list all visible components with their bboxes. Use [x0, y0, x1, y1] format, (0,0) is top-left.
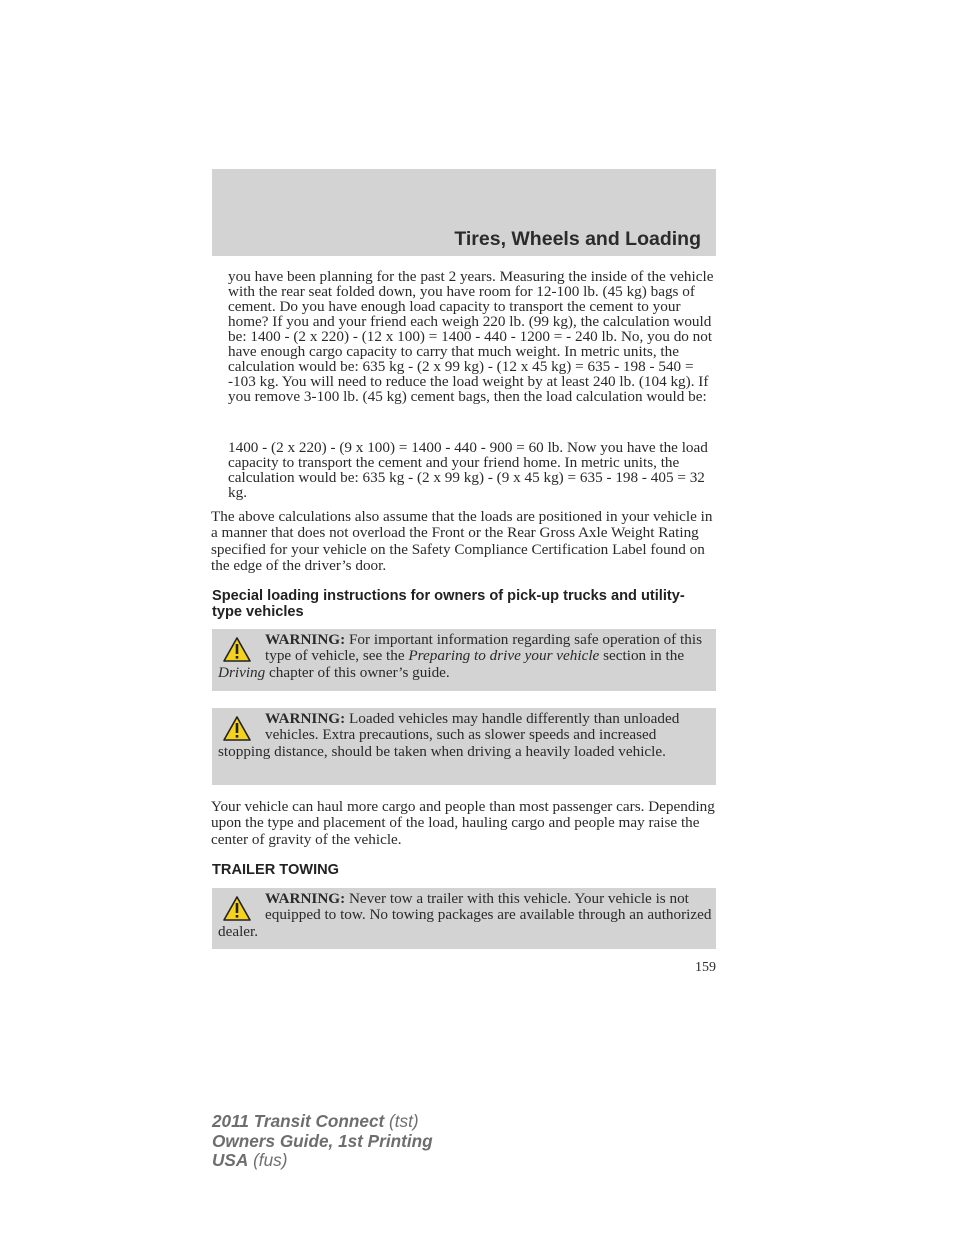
warning-body: Loaded vehicles may handle differently than unloaded vehicles. Extra precautions, such as slower speeds and increased stopping distance, should be taken when driving a heavily loaded vehicle. [218, 710, 680, 760]
warning-box-safe-operation [212, 629, 716, 691]
warning-triangle-icon [222, 715, 252, 742]
page-number: 159 [695, 960, 716, 975]
footer-line-printing [212, 1132, 433, 1152]
header-bar [212, 169, 716, 256]
section-title: Tires, Wheels and Loading [454, 228, 701, 250]
warning-body: chapter of this owner’s guide. [265, 663, 450, 681]
footer-line-market [212, 1151, 433, 1171]
footer-market-code: (fus) [248, 1150, 288, 1170]
footer-model: 2011 Transit Connect [212, 1111, 385, 1131]
warning-triangle-icon [222, 895, 252, 922]
intro-paragraph-2: 1400 - (2 x 220) - (9 x 100) = 1400 - 440 - 900 = 60 lb. Now you have the load capacity to transport the cement and your friend home. In metric units, the calculation would be: 635 kg - (2 x 99 kg) - (9 x 45 kg) = 635 - 198 - 405 = 32 kg. [228, 439, 708, 501]
warning-label: WARNING: [265, 890, 346, 907]
warning-text [218, 632, 712, 681]
footer-printing: Owners Guide, 1st Printing [212, 1130, 433, 1151]
italic-ref-driving: Driving [218, 663, 266, 681]
warning-text [218, 711, 712, 760]
warning-label: WARNING: [265, 631, 346, 648]
warning-body: section in the [599, 647, 685, 665]
warning-box-loaded-vehicles [212, 708, 716, 785]
warning-box-trailer [212, 888, 716, 949]
intro-paragraph-1: you have been planning for the past 2 years. Measuring the inside of the vehicle with the rear seat folded down, you have room for 12-100 lb. (45 kg) bags of cement. Do you have enough load capacity to transport the cement to your home? If you and your friend each weigh 220 lb. (99 kg), the calculation would be: 1400 - (2 x 220) - (12 x 100) = 1400 - 440 - 1200 = - 240 lb. No, you do not have enough cargo capacity to carry that much weight. In metric units, the calculation would be: 635 kg - (2 x 99 kg) - (12 x 45 kg) = 635 - 198 - 540 = -103 kg. You will need to reduce the load weight by at least 240 lb. (104 kg). If you remove 3-100 lb. (45 kg) cement bags, then the load calculation would be: [228, 268, 714, 405]
warning-body: Never tow a trailer with this vehicle. Your vehicle is not equipped to tow. No towing packages are available through an authorized dealer. [218, 890, 712, 940]
special-loading-heading: Special loading instructions for owners of pick-up trucks and utility-type vehicles [212, 588, 685, 620]
warning-label: WARNING: [265, 710, 346, 727]
footer-market: USA [212, 1150, 249, 1170]
warning-text [218, 891, 712, 940]
italic-ref-preparing: Preparing to drive your vehicle [408, 647, 600, 665]
footer-imprint [212, 1112, 433, 1171]
footer-line-model [212, 1112, 433, 1132]
warning-body: For important information regarding safe operation of this type of vehicle, see the [265, 631, 702, 665]
warning-triangle-icon [222, 636, 252, 663]
trailer-towing-heading: TRAILER TOWING [212, 862, 340, 878]
cargo-paragraph: Your vehicle can haul more cargo and people than most passenger cars. Depending upon the type and placement of the load, hauling cargo and people may raise the center of gravity of the vehicle. [211, 798, 715, 848]
assumption-paragraph: The above calculations also assume that the loads are positioned in your vehicle in a manner that does not overload the Front or the Rear Gross Axle Weight Rating specified for your vehicle on the Safety Compliance Certification Label found on the edge of the driver’s door. [211, 508, 713, 575]
footer-model-code: (tst) [384, 1111, 419, 1131]
